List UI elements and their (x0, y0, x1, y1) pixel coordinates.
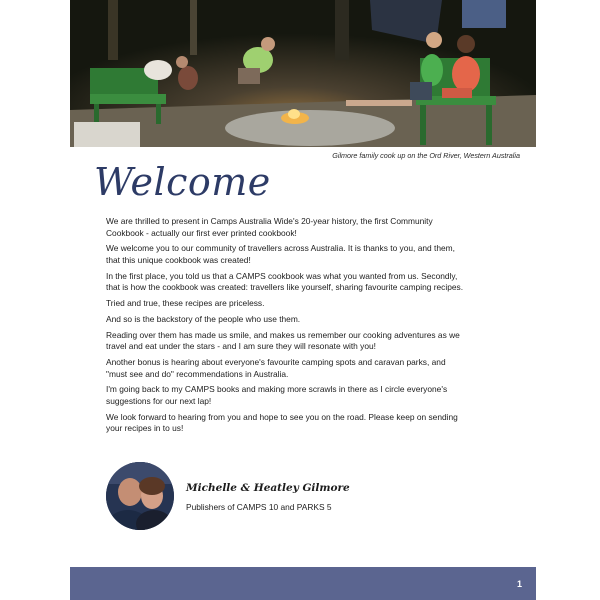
publishers-title: Publishers of CAMPS 10 and PARKS 5 (186, 502, 332, 512)
paragraph: We look forward to hearing from you and hope to see you on the road. Please keep on sending your recipes in to us! (106, 411, 458, 434)
photo-caption: Gilmore family cook up on the Ord River, Western Australia (332, 151, 520, 160)
page-number: 1 (516, 579, 522, 589)
page-footer (70, 567, 536, 600)
paragraph: We are thrilled to present in Camps Australia Wide's 20-year history, the first Community Cookbook - actually our first ever printed cookbook! (106, 216, 433, 238)
signature-block (106, 462, 486, 532)
campfire-photo (70, 0, 536, 147)
page-title: Welcome (94, 160, 271, 204)
paragraph: I'm going back to my CAMPS books and making more scrawls in there as I circle everyone's suggestions for our next lap! (106, 384, 448, 407)
paragraph: We welcome you to our community of travellers across Australia. It is thanks to you, and them, that this unique cookbook was created! (106, 243, 455, 265)
paragraph: In the first place, you told us that a CAMPS cookbook was what you wanted from us. Secondly, that is how the cookbook was created: travellers like yourself, sharing favourite camping recipes. (106, 270, 464, 293)
paragraph: Tried and true, these recipes are priceless. (106, 298, 265, 309)
publishers-avatar (106, 462, 174, 530)
paragraph: And so is the backstory of the people who use them. (106, 313, 301, 324)
paragraph: Another bonus is hearing about everyone's favourite camping spots and caravan parks, and "must see and do" recommendations in Australia. (106, 357, 446, 379)
publishers-signature: Michelle & Heatley Gilmore (186, 482, 350, 494)
welcome-body (106, 216, 466, 439)
paragraph: Reading over them has made us smile, and makes us remember our cooking adventures as we travel and eat under the stars - and I am sure they will resonate with you! (106, 329, 460, 352)
cookbook-page (70, 0, 536, 600)
